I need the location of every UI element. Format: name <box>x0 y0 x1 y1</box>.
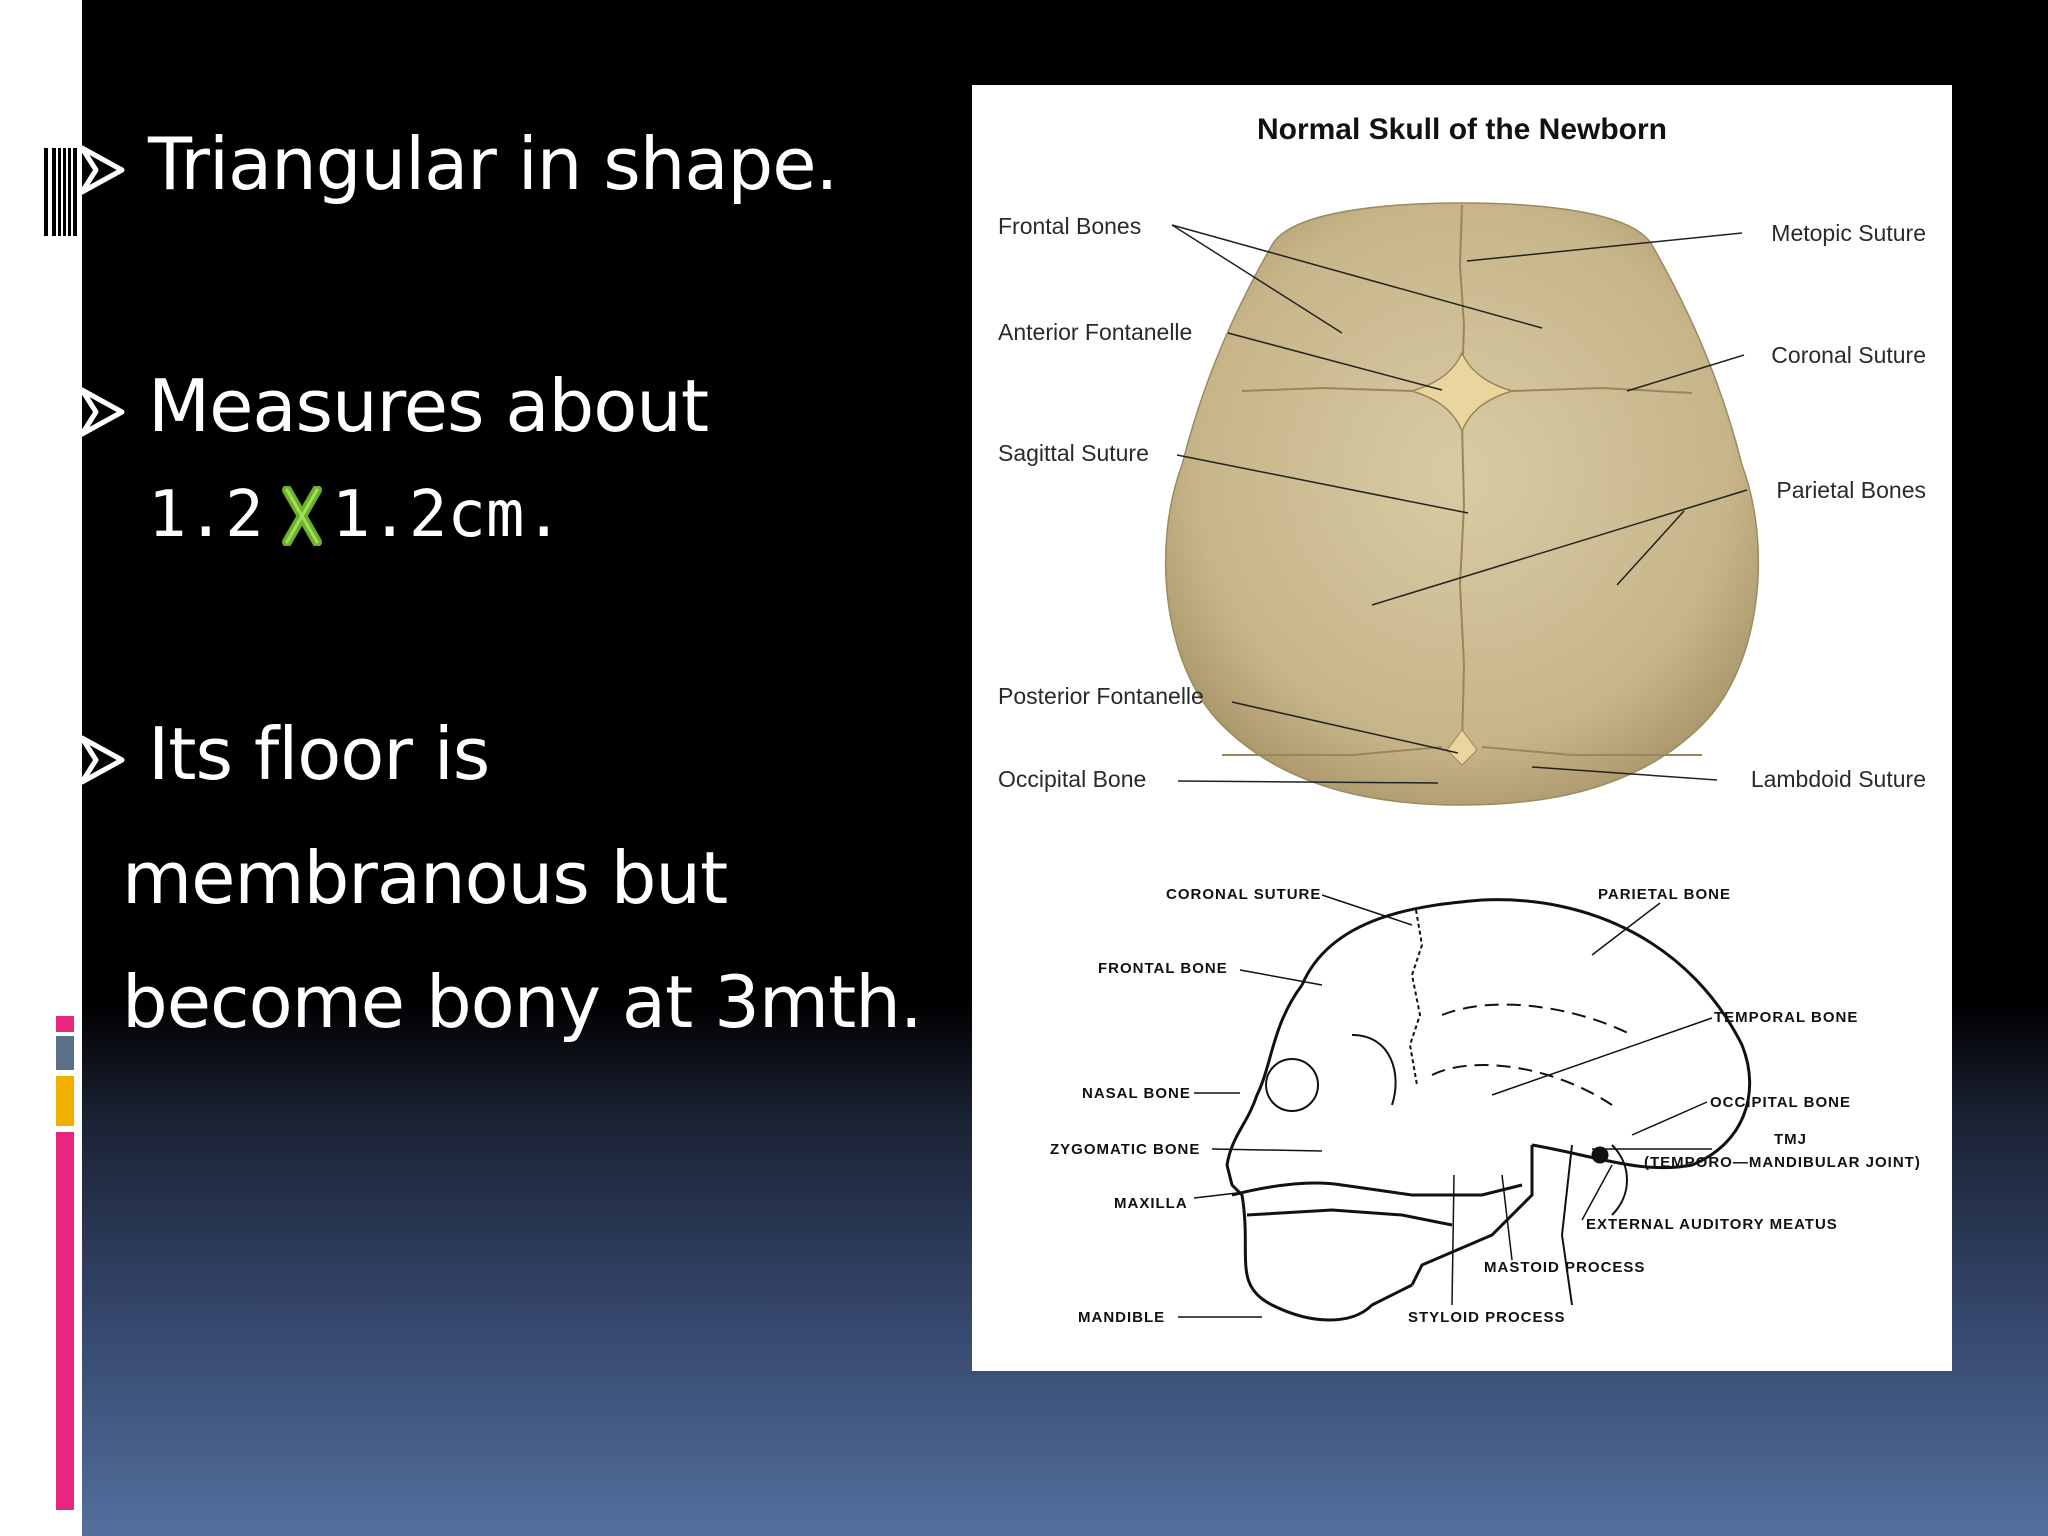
label-tmj: TMJ <box>1774 1131 1807 1148</box>
accent-bar-pink-top <box>56 1016 74 1032</box>
label-frontal-bones: Frontal Bones <box>998 213 1142 239</box>
label-tmj-full: (TEMPORO—MANDIBULAR JOINT) <box>1644 1154 1921 1171</box>
label-anterior-fontanelle: Anterior Fontanelle <box>998 319 1193 345</box>
bullet-2-line-2 <box>148 478 563 552</box>
label-lambdoid-suture: Lambdoid Suture <box>1750 766 1926 792</box>
label-nasal-bone-side: NASAL BONE <box>1082 1085 1191 1102</box>
skull-diagram <box>972 85 1952 1371</box>
label-coronal-suture-side: CORONAL SUTURE <box>1166 886 1322 903</box>
label-mandible-side: MANDIBLE <box>1078 1309 1166 1326</box>
skull-figure <box>972 85 1952 1371</box>
bullet-1-text: Triangular in shape. <box>148 122 838 206</box>
label-parietal-bone-side: PARIETAL BONE <box>1598 886 1732 903</box>
label-frontal-bone-side: FRONTAL BONE <box>1098 960 1228 977</box>
accent-bar-pink <box>56 1132 74 1510</box>
label-metopic-suture: Metopic Suture <box>1771 220 1926 246</box>
measure-value-1: 1.2 <box>148 478 264 552</box>
label-temporal-bone-side: TEMPORAL BONE <box>1714 1009 1859 1026</box>
arrow-bullet-icon <box>78 140 128 200</box>
bullet-3-line-1: Its floor is <box>148 712 490 796</box>
measure-value-2: 1.2cm. <box>331 478 563 552</box>
x-mark-icon <box>281 486 323 546</box>
label-coronal-suture: Coronal Suture <box>1771 342 1926 368</box>
label-occipital-bone: Occipital Bone <box>998 766 1147 792</box>
label-posterior-fontanelle: Posterior Fontanelle <box>998 683 1204 709</box>
arrow-bullet-icon <box>78 382 128 442</box>
label-styloid-process: STYLOID PROCESS <box>1408 1309 1566 1326</box>
label-external-auditory-meatus: EXTERNAL AUDITORY MEATUS <box>1586 1216 1838 1233</box>
label-occipital-bone-side: OCCIPITAL BONE <box>1710 1094 1851 1111</box>
accent-bar-gold <box>56 1076 74 1126</box>
label-mastoid-process: MASTOID PROCESS <box>1484 1259 1646 1276</box>
bullet-3-line-2: membranous but <box>122 836 728 920</box>
figure-title: Normal Skull of the Newborn <box>1256 113 1668 146</box>
label-sagittal-suture: Sagittal Suture <box>998 440 1149 466</box>
accent-bar-gray <box>56 1036 74 1070</box>
bullet-2-line-1: Measures about <box>148 364 709 448</box>
arrow-bullet-icon <box>78 730 128 790</box>
adult-skull-side-view <box>1227 900 1750 1320</box>
label-maxilla-side: MAXILLA <box>1114 1195 1188 1212</box>
bullet-3-line-3: become bony at 3mth. <box>122 960 922 1044</box>
label-zygomatic-bone-side: ZYGOMATIC BONE <box>1050 1141 1201 1158</box>
label-parietal-bones: Parietal Bones <box>1776 477 1926 503</box>
